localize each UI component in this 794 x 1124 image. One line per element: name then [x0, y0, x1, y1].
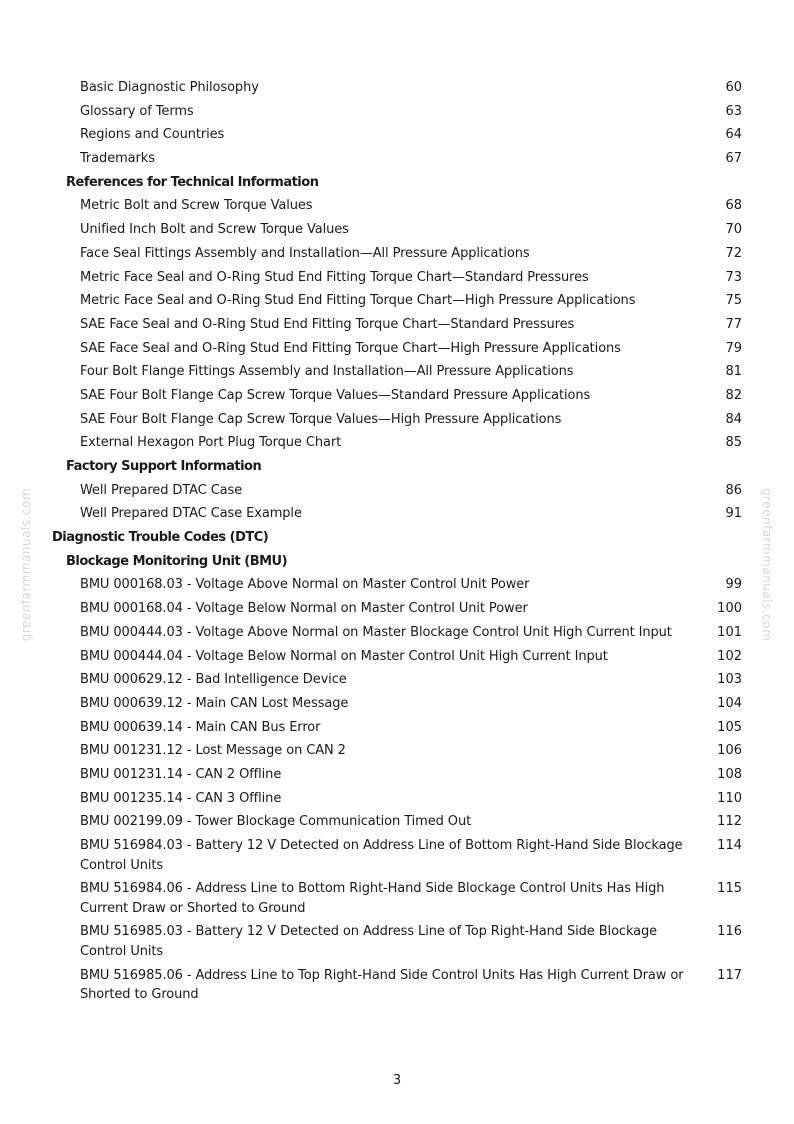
- toc-entry-title: BMU 516984.03 - Battery 12 V Detected on Address Line of Bottom Right-Hand Side Blockage Control Units: [80, 838, 683, 873]
- toc-page-number: 114: [717, 838, 742, 853]
- toc-page-number: 73: [725, 269, 742, 285]
- toc-entry[interactable]: [0, 920, 794, 963]
- toc-entry[interactable]: [0, 502, 794, 526]
- toc-entry-title: BMU 000444.04 - Voltage Below Normal on Master Control Unit High Current Input: [80, 648, 608, 664]
- toc-entry[interactable]: [0, 100, 794, 124]
- toc-page-number: 81: [725, 364, 742, 380]
- toc-page-number: 85: [725, 435, 742, 451]
- toc-entry[interactable]: [0, 621, 794, 645]
- toc-page-number: 110: [717, 790, 742, 806]
- toc-entry-title: Face Seal Fittings Assembly and Installation—All Pressure Applications: [80, 245, 530, 261]
- table-of-contents: [0, 76, 794, 1007]
- toc-page-number: 86: [725, 482, 742, 498]
- toc-entry[interactable]: [0, 716, 794, 740]
- toc-page-number: 105: [717, 719, 742, 735]
- toc-page-number: 100: [717, 601, 742, 617]
- toc-page-number: 91: [725, 506, 742, 522]
- toc-entry[interactable]: [0, 877, 794, 920]
- toc-page-number: 70: [725, 222, 742, 238]
- toc-entry[interactable]: [0, 479, 794, 503]
- toc-entry-title: BMU 002199.09 - Tower Blockage Communication Timed Out: [80, 814, 472, 830]
- toc-entry-title: BMU 516985.03 - Battery 12 V Detected on Address Line of Top Right-Hand Side Blockage Control Units: [80, 924, 658, 959]
- toc-page-number: 99: [725, 577, 742, 593]
- toc-entry-title: BMU 000444.03 - Voltage Above Normal on Master Blockage Control Unit High Current Input: [80, 624, 672, 640]
- toc-page-number: 103: [717, 672, 742, 688]
- toc-entry[interactable]: [0, 763, 794, 787]
- toc-entry-title: BMU 000629.12 - Bad Intelligence Device: [80, 672, 347, 688]
- toc-entry[interactable]: [0, 360, 794, 384]
- toc-page-number: 72: [725, 245, 742, 261]
- toc-heading: [0, 171, 794, 195]
- toc-page-number: 75: [725, 293, 742, 309]
- toc-entry[interactable]: [0, 810, 794, 834]
- toc-entry-title: BMU 000168.04 - Voltage Below Normal on Master Control Unit Power: [80, 601, 528, 617]
- toc-page-number: 64: [725, 127, 742, 143]
- toc-entry[interactable]: [0, 266, 794, 290]
- toc-entry[interactable]: [0, 692, 794, 716]
- toc-entry-title: Metric Bolt and Screw Torque Values: [80, 198, 313, 214]
- toc-entry-title: BMU 001235.14 - CAN 3 Offline: [80, 790, 282, 806]
- toc-entry-title: Well Prepared DTAC Case: [80, 482, 243, 498]
- toc-entry-title: BMU 516984.06 - Address Line to Bottom Right-Hand Side Blockage Control Units Has High Current Draw or Shorted to Ground: [80, 881, 665, 916]
- toc-entry-title: BMU 000639.12 - Main CAN Lost Message: [80, 695, 349, 711]
- toc-entry[interactable]: [0, 834, 794, 877]
- toc-page-number: 77: [725, 316, 742, 332]
- toc-entry[interactable]: [0, 573, 794, 597]
- toc-entry-title: Well Prepared DTAC Case Example: [80, 506, 302, 522]
- toc-entry-title: Four Bolt Flange Fittings Assembly and Installation—All Pressure Applications: [80, 364, 574, 380]
- toc-entry-title: Metric Face Seal and O-Ring Stud End Fitting Torque Chart—High Pressure Applications: [80, 293, 636, 309]
- toc-page-number: 79: [725, 340, 742, 356]
- toc-heading-title: References for Technical Information: [66, 174, 319, 190]
- toc-entry[interactable]: [0, 313, 794, 337]
- toc-entry-title: Glossary of Terms: [80, 103, 194, 119]
- page-number: 3: [392, 1073, 402, 1088]
- toc-page-number: 106: [717, 743, 742, 759]
- toc-page-number: 102: [717, 648, 742, 664]
- toc-entry[interactable]: [0, 964, 794, 1007]
- toc-page-number: 116: [717, 924, 742, 940]
- watermark-left: greenfarmmanuals.com: [19, 488, 33, 642]
- toc-entry[interactable]: [0, 597, 794, 621]
- toc-heading: [0, 455, 794, 479]
- watermark-right: greenfarmmanuals.com: [760, 488, 774, 642]
- toc-heading: [0, 526, 794, 550]
- toc-entry-title: BMU 001231.14 - CAN 2 Offline: [80, 766, 282, 782]
- toc-entry[interactable]: [0, 147, 794, 171]
- toc-page-number: 68: [725, 198, 742, 214]
- toc-heading-title: Blockage Monitoring Unit (BMU): [66, 553, 288, 569]
- toc-entry[interactable]: [0, 645, 794, 669]
- toc-page-number: 115: [717, 881, 742, 897]
- toc-entry-title: Trademarks: [80, 151, 155, 167]
- toc-page-number: 67: [725, 151, 742, 167]
- toc-page-number: 101: [717, 624, 742, 640]
- toc-entry-title: Basic Diagnostic Philosophy: [80, 80, 259, 95]
- toc-entry-title: Unified Inch Bolt and Screw Torque Values: [80, 222, 349, 238]
- toc-entry[interactable]: [0, 194, 794, 218]
- toc-page-number: 104: [717, 695, 742, 711]
- toc-entry[interactable]: [0, 787, 794, 811]
- toc-entry-title: SAE Face Seal and O-Ring Stud End Fitting Torque Chart—Standard Pressures: [80, 316, 575, 332]
- toc-page-number: 63: [725, 103, 742, 119]
- toc-entry[interactable]: [0, 408, 794, 432]
- toc-page-number: 60: [725, 80, 742, 95]
- toc-entry[interactable]: [0, 123, 794, 147]
- toc-entry[interactable]: [0, 668, 794, 692]
- toc-entry[interactable]: [0, 242, 794, 266]
- toc-page-number: 108: [717, 766, 742, 782]
- toc-page-number: 82: [725, 387, 742, 403]
- toc-entry[interactable]: [0, 76, 794, 100]
- toc-entry-title: BMU 516985.06 - Address Line to Top Right-Hand Side Control Units Has High Current Draw or Shorted to Ground: [80, 967, 684, 1003]
- toc-entry[interactable]: [0, 739, 794, 763]
- toc-entry-title: SAE Four Bolt Flange Cap Screw Torque Values—High Pressure Applications: [80, 411, 562, 427]
- toc-page-number: 112: [717, 814, 742, 830]
- toc-entry-title: BMU 001231.12 - Lost Message on CAN 2: [80, 743, 346, 759]
- toc-entry-title: Regions and Countries: [80, 127, 225, 143]
- toc-entry[interactable]: [0, 384, 794, 408]
- toc-entry[interactable]: [0, 218, 794, 242]
- toc-entry[interactable]: [0, 289, 794, 313]
- toc-entry[interactable]: [0, 337, 794, 361]
- toc-heading-title: Diagnostic Trouble Codes (DTC): [52, 530, 269, 546]
- toc-heading: [0, 550, 794, 574]
- toc-entry-title: BMU 000168.03 - Voltage Above Normal on Master Control Unit Power: [80, 577, 530, 593]
- toc-page-number: 84: [725, 411, 742, 427]
- toc-entry-title: SAE Four Bolt Flange Cap Screw Torque Values—Standard Pressure Applications: [80, 387, 591, 403]
- toc-entry-title: SAE Face Seal and O-Ring Stud End Fitting Torque Chart—High Pressure Applications: [80, 340, 621, 356]
- toc-entry-title: BMU 000639.14 - Main CAN Bus Error: [80, 719, 321, 735]
- toc-heading-title: Factory Support Information: [66, 459, 262, 474]
- toc-entry[interactable]: [0, 431, 794, 455]
- toc-entry-title: Metric Face Seal and O-Ring Stud End Fitting Torque Chart—Standard Pressures: [80, 269, 589, 285]
- toc-page-number: 117: [717, 967, 742, 983]
- toc-entry-title: External Hexagon Port Plug Torque Chart: [80, 435, 342, 451]
